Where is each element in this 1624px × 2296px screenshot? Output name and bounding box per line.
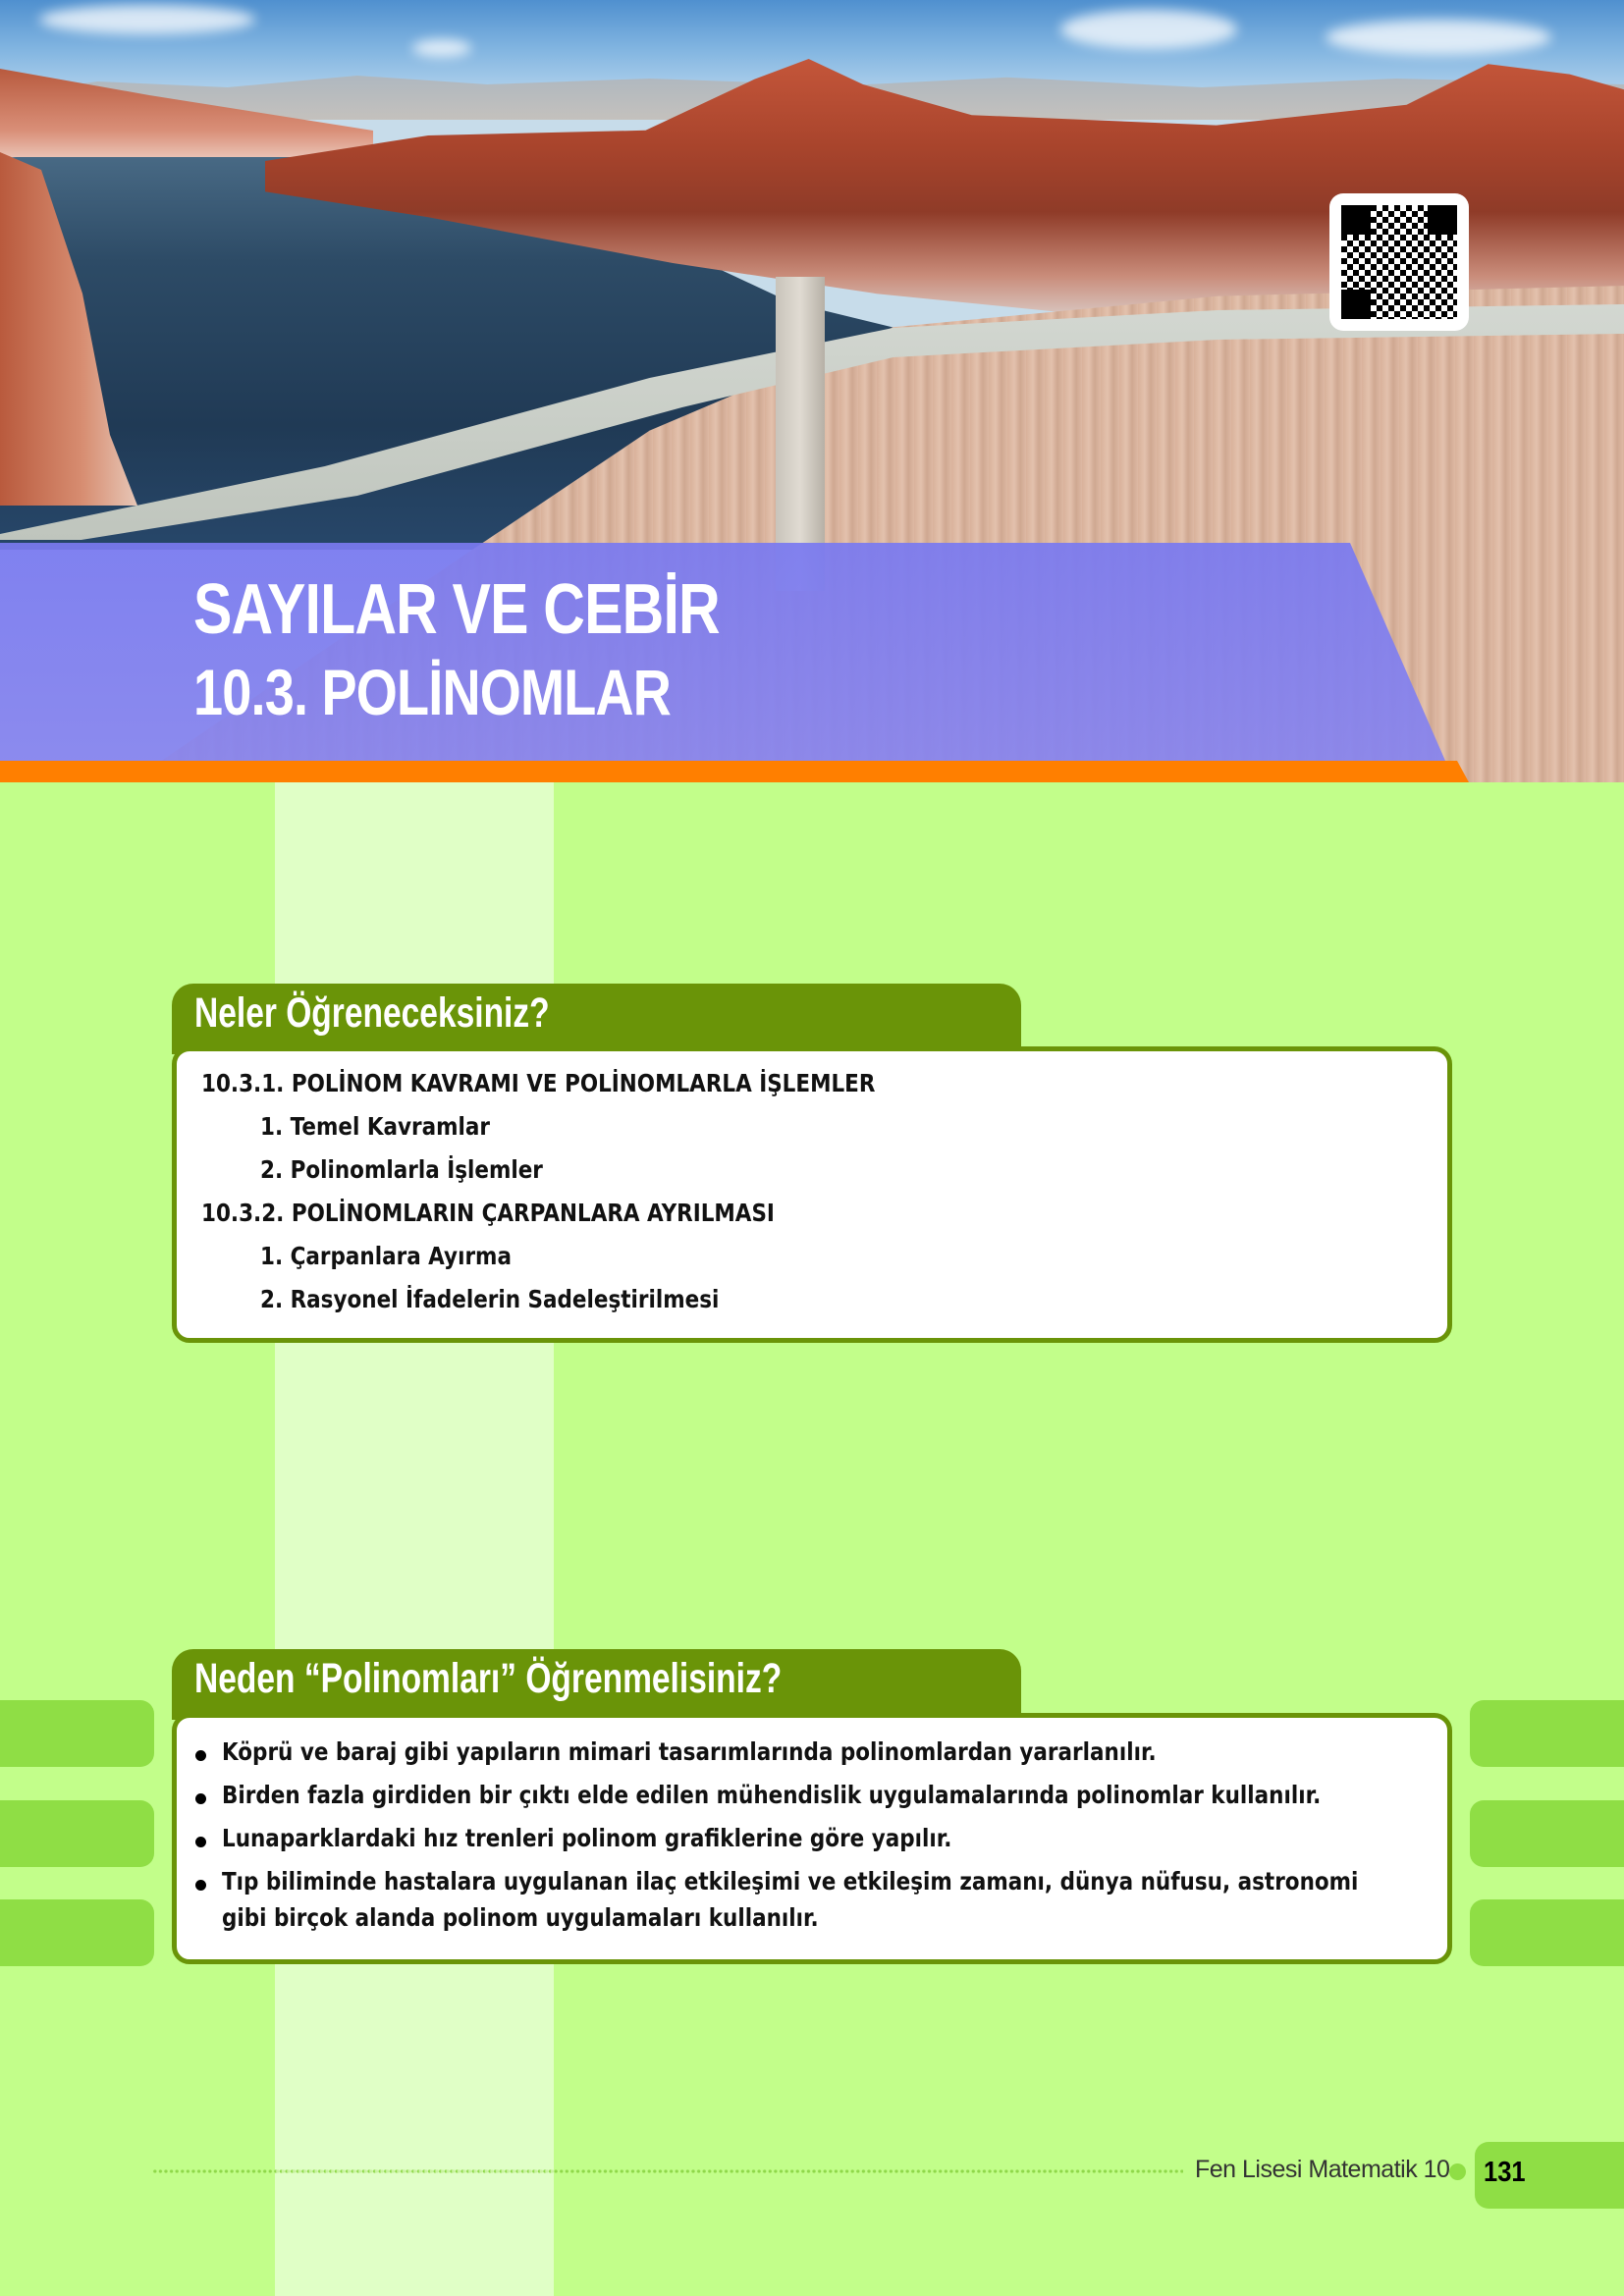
bullet-icon: [195, 1750, 206, 1761]
footer-dot-icon: [1449, 2163, 1466, 2180]
side-tab-left: [0, 1899, 154, 1966]
qr-code-icon: [1341, 205, 1457, 319]
footer-dotted-line-light: [275, 2169, 554, 2173]
learn-item-topic: 1. Temel Kavramlar: [260, 1112, 491, 1141]
bullet-icon: [195, 1793, 206, 1804]
learn-item-topic: 1. Çarpanlara Ayırma: [260, 1242, 512, 1270]
page-number-tab: [1475, 2142, 1624, 2209]
side-tab-right: [1470, 1899, 1624, 1966]
cloud: [39, 5, 255, 34]
why-bullet: Köprü ve baraj gibi yapıların mimari tasarımlarında polinomlardan yararlanılır.: [222, 1737, 1157, 1766]
cloud: [412, 39, 471, 57]
bullet-icon: [195, 1837, 206, 1847]
bullet-icon: [195, 1880, 206, 1891]
learn-box-title: Neler Öğreneceksiniz?: [194, 989, 550, 1037]
learn-box: [172, 1046, 1452, 1343]
learn-item-topic: 2. Rasyonel İfadelerin Sadeleştirilmesi: [260, 1285, 720, 1313]
why-bullet: Tıp biliminde hastalara uygulanan ilaç etkileşimi ve etkileşim zamanı, dünya nüfusu, astronomi: [222, 1867, 1359, 1896]
cloud: [1060, 10, 1237, 49]
side-tab-right: [1470, 1800, 1624, 1867]
why-bullet: Birden fazla girdiden bir çıktı elde edilen mühendislik uygulamalarında polinomlar kullanılır.: [222, 1781, 1322, 1809]
why-bullet-continuation: gibi birçok alanda polinom uygulamaları kullanılır.: [222, 1903, 819, 1932]
learn-item-topic: 2. Polinomlarla İşlemler: [260, 1155, 543, 1184]
side-tab-left: [0, 1800, 154, 1867]
side-tab-left: [0, 1700, 154, 1767]
qr-code[interactable]: [1329, 193, 1469, 331]
cloud: [1326, 20, 1551, 55]
learn-item-section: 10.3.1. POLİNOM KAVRAMI VE POLİNOMLARLA İŞLEMLER: [201, 1069, 876, 1097]
orange-divider: [0, 761, 1469, 782]
why-box-header: [172, 1649, 1021, 1720]
why-box-title: Neden “Polinomları” Öğrenmelisiniz?: [194, 1655, 783, 1702]
book-title: Fen Lisesi Matematik 10: [1195, 2156, 1450, 2183]
side-tab-right: [1470, 1700, 1624, 1767]
page-number: 131: [1484, 2157, 1526, 2188]
chapter-title: 10.3. POLİNOMLAR: [193, 656, 672, 728]
why-box: [172, 1713, 1452, 1964]
unit-title: SAYILAR VE CEBİR: [193, 570, 720, 649]
learn-item-section: 10.3.2. POLİNOMLARIN ÇARPANLARA AYRILMASI: [201, 1199, 775, 1227]
why-bullet: Lunaparklardaki hız trenleri polinom grafiklerine göre yapılır.: [222, 1824, 952, 1852]
learn-box-header: [172, 984, 1021, 1054]
